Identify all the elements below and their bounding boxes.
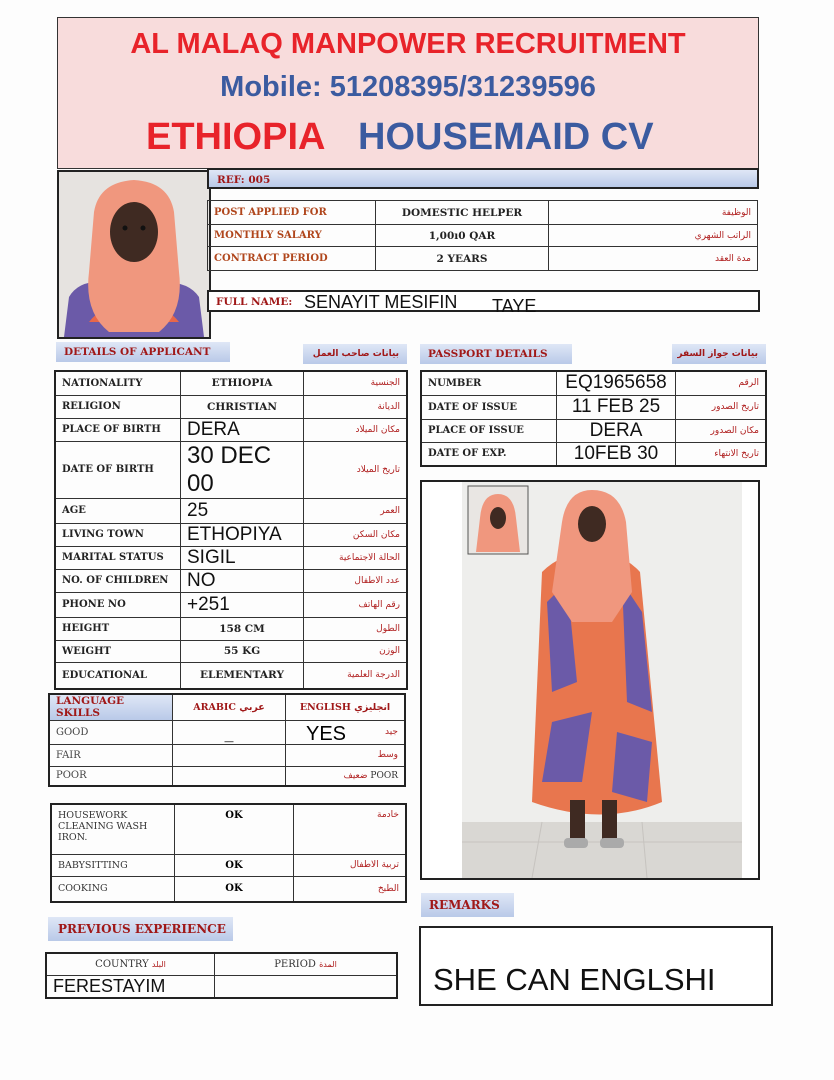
applicant-field-label: PHONE NO bbox=[55, 592, 181, 617]
passport-field-label: NUMBER bbox=[421, 371, 557, 395]
applicant-table bbox=[54, 370, 408, 690]
applicant-field-label-ar: عدد الاطفال bbox=[304, 569, 408, 592]
applicant-field-label-ar: تاريخ الميلاد bbox=[304, 441, 408, 498]
applicant-field-label: NATIONALITY bbox=[55, 371, 181, 395]
passport-field-label-ar: تاريخ الانتهاء bbox=[676, 442, 767, 466]
table-row bbox=[421, 395, 766, 419]
table-row bbox=[46, 975, 397, 998]
english-label-ar: انجليزي bbox=[354, 701, 391, 713]
table-row bbox=[49, 720, 405, 744]
applicant-field-label: AGE bbox=[55, 498, 181, 523]
remarks-box bbox=[419, 926, 773, 1006]
applicant-field-label-ar: الجنسية bbox=[304, 371, 408, 395]
level-label: POOR bbox=[49, 766, 173, 786]
passport-field-value: EQ1965658 bbox=[557, 371, 676, 395]
full-name-value: SENAYIT MESIFIN bbox=[304, 292, 458, 312]
table-row bbox=[55, 441, 407, 498]
arabic-level: _ bbox=[173, 720, 286, 744]
passport-field-label: PLACE OF ISSUE bbox=[421, 419, 557, 442]
level-label-ar bbox=[286, 744, 406, 766]
job-value: 1,00ı0 QAR bbox=[376, 225, 549, 247]
skill-value: OK bbox=[175, 876, 294, 902]
applicant-field-label-ar: الديانة bbox=[304, 395, 408, 418]
full-body-photo bbox=[420, 480, 760, 880]
cv-header bbox=[57, 17, 759, 169]
passport-field-value: 11 FEB 25 bbox=[557, 395, 676, 419]
skill-label: HOUSEWORK CLEANING WASH IRON. bbox=[51, 804, 175, 854]
english-column bbox=[286, 694, 406, 720]
skill-label: BABYSITTING bbox=[51, 854, 175, 876]
job-value: 2 YEARS bbox=[376, 247, 549, 271]
period-header bbox=[215, 953, 398, 975]
passport-field-label: DATE OF ISSUE bbox=[421, 395, 557, 419]
arabic-level bbox=[173, 744, 286, 766]
table-row bbox=[55, 371, 407, 395]
applicant-field-label-ar: العمر bbox=[304, 498, 408, 523]
country-label-ar: البلد bbox=[151, 959, 166, 969]
passport-field-label-ar: الرقم bbox=[676, 371, 767, 395]
job-table bbox=[207, 200, 758, 271]
experience-title: PREVIOUS EXPERIENCE bbox=[48, 917, 233, 941]
full-name-label: FULL NAME: bbox=[216, 296, 293, 308]
applicant-field-label-ar: الطول bbox=[304, 617, 408, 640]
skill-label-ar: تربية الاطفال bbox=[294, 854, 407, 876]
applicant-field-value: SIGIL bbox=[181, 546, 304, 569]
arabic-label: ARABIC bbox=[193, 701, 236, 713]
applicant-field-value: 25 bbox=[181, 498, 304, 523]
experience-table bbox=[45, 952, 398, 999]
table-row bbox=[421, 371, 766, 395]
passport-field-value: 10FEB 30 bbox=[557, 442, 676, 466]
skill-label-ar: خادمة bbox=[294, 804, 407, 854]
applicant-field-value: 30 DEC 00 bbox=[181, 441, 304, 498]
job-label-ar: الوظيفة bbox=[549, 201, 758, 225]
arabic-column bbox=[173, 694, 286, 720]
passport-field-label-ar: مكان الصدور bbox=[676, 419, 767, 442]
table-row bbox=[51, 854, 406, 876]
table-row bbox=[51, 876, 406, 902]
table-row bbox=[208, 201, 758, 225]
applicant-field-label-ar: رقم الهاتف bbox=[304, 592, 408, 617]
skill-label: COOKING bbox=[51, 876, 175, 902]
applicant-field-value: 55 KG bbox=[181, 640, 304, 662]
level-label: FAIR bbox=[49, 744, 173, 766]
applicant-field-value: ELEMENTARY bbox=[181, 662, 304, 689]
full-name-box bbox=[207, 290, 760, 316]
table-row bbox=[49, 694, 405, 720]
applicant-field-label: MARITAL STATUS bbox=[55, 546, 181, 569]
skill-value: OK bbox=[175, 854, 294, 876]
applicant-field-value: +251 bbox=[181, 592, 304, 617]
level-label-ar bbox=[286, 766, 406, 786]
applicant-field-value: CHRISTIAN bbox=[181, 395, 304, 418]
passport-section-title: PASSPORT DETAILS bbox=[420, 344, 572, 364]
table-row bbox=[208, 247, 758, 271]
remarks-title: REMARKS bbox=[421, 893, 514, 917]
skills-table bbox=[50, 803, 407, 903]
table-row bbox=[55, 592, 407, 617]
experience-period bbox=[215, 975, 398, 998]
level-label-ar-text: وسط bbox=[377, 750, 398, 760]
applicant-field-value: DERA bbox=[181, 418, 304, 441]
table-row bbox=[49, 744, 405, 766]
portrait-photo bbox=[57, 170, 211, 339]
table-row bbox=[55, 546, 407, 569]
applicant-section-title-ar: بيانات صاحب العمل bbox=[303, 344, 407, 364]
language-section-title: LANGUAGE SKILLS bbox=[49, 694, 173, 720]
english-label: ENGLISH bbox=[299, 701, 351, 713]
job-label-ar: مدة العقد bbox=[549, 247, 758, 271]
arabic-label-ar: عربي bbox=[239, 701, 265, 713]
table-row bbox=[46, 953, 397, 975]
mobile-number: Mobile: 51208395/31239596 bbox=[220, 71, 596, 103]
full-name-surname: TAYE bbox=[492, 296, 537, 316]
english-level-cell bbox=[286, 720, 406, 744]
english-level: POOR bbox=[370, 770, 398, 781]
passport-table bbox=[420, 370, 767, 467]
company-name: AL MALAQ MANPOWER RECRUITMENT bbox=[130, 28, 686, 60]
applicant-field-label: RELIGION bbox=[55, 395, 181, 418]
passport-field-value: DERA bbox=[557, 419, 676, 442]
table-row bbox=[51, 804, 406, 854]
english-level: YES bbox=[306, 722, 347, 745]
cv-title: HOUSEMAID CV bbox=[358, 116, 654, 158]
job-label: CONTRACT PERIOD bbox=[208, 247, 376, 271]
applicant-field-label: WEIGHT bbox=[55, 640, 181, 662]
table-row bbox=[55, 523, 407, 546]
applicant-field-label: EDUCATIONAL bbox=[55, 662, 181, 689]
period-label: PERIOD bbox=[274, 958, 316, 970]
job-label: POST APPLIED FOR bbox=[208, 201, 376, 225]
applicant-field-value: 158 CM bbox=[181, 617, 304, 640]
table-row bbox=[55, 640, 407, 662]
table-row bbox=[49, 766, 405, 786]
country-header bbox=[46, 953, 215, 975]
table-row bbox=[208, 225, 758, 247]
table-row bbox=[55, 569, 407, 592]
table-row bbox=[55, 662, 407, 689]
applicant-field-value: ETHIOPIA bbox=[181, 371, 304, 395]
applicant-field-label-ar: الدرجة العلمية bbox=[304, 662, 408, 689]
skill-label-ar: الطبخ bbox=[294, 876, 407, 902]
applicant-field-label-ar: مكان الميلاد bbox=[304, 418, 408, 441]
table-row bbox=[55, 498, 407, 523]
arabic-level bbox=[173, 766, 286, 786]
applicant-field-label-ar: الوزن bbox=[304, 640, 408, 662]
period-label-ar: المدة bbox=[319, 959, 337, 969]
applicant-section-title: DETAILS OF APPLICANT bbox=[56, 342, 230, 362]
level-label: GOOD bbox=[49, 720, 173, 744]
applicant-field-label-ar: الحالة الاجتماعية bbox=[304, 546, 408, 569]
level-label-ar: جيد bbox=[384, 726, 398, 737]
experience-country: FERESTAYIM bbox=[46, 975, 215, 998]
table-row bbox=[421, 442, 766, 466]
applicant-field-value: ETHOPIYA bbox=[181, 523, 304, 546]
table-row bbox=[421, 419, 766, 442]
table-row bbox=[55, 395, 407, 418]
applicant-field-label-ar: مكان السكن bbox=[304, 523, 408, 546]
applicant-field-label: HEIGHT bbox=[55, 617, 181, 640]
applicant-field-label: LIVING TOWN bbox=[55, 523, 181, 546]
remarks-text: SHE CAN ENGLSHI bbox=[433, 962, 716, 997]
country-label: COUNTRY bbox=[95, 958, 149, 970]
skill-value: OK bbox=[175, 804, 294, 854]
applicant-field-label: DATE OF BIRTH bbox=[55, 441, 181, 498]
applicant-field-label: PLACE OF BIRTH bbox=[55, 418, 181, 441]
job-label: MONTHLY SALARY bbox=[208, 225, 376, 247]
passport-section-title-ar: بيانات جواز السفر bbox=[672, 344, 766, 364]
applicant-field-label: NO. OF CHILDREN bbox=[55, 569, 181, 592]
ref-number: REF: 005 bbox=[207, 168, 759, 189]
language-table bbox=[48, 693, 406, 787]
level-label-ar-text: ضعيف bbox=[343, 770, 368, 781]
applicant-field-value: NO bbox=[181, 569, 304, 592]
table-row bbox=[55, 418, 407, 441]
job-label-ar: الراتب الشهري bbox=[549, 225, 758, 247]
job-value: DOMESTIC HELPER bbox=[376, 201, 549, 225]
passport-field-label-ar: تاريخ الصدور bbox=[676, 395, 767, 419]
table-row bbox=[55, 617, 407, 640]
country-title: ETHIOPIA bbox=[146, 116, 326, 158]
passport-field-label: DATE OF EXP. bbox=[421, 442, 557, 466]
